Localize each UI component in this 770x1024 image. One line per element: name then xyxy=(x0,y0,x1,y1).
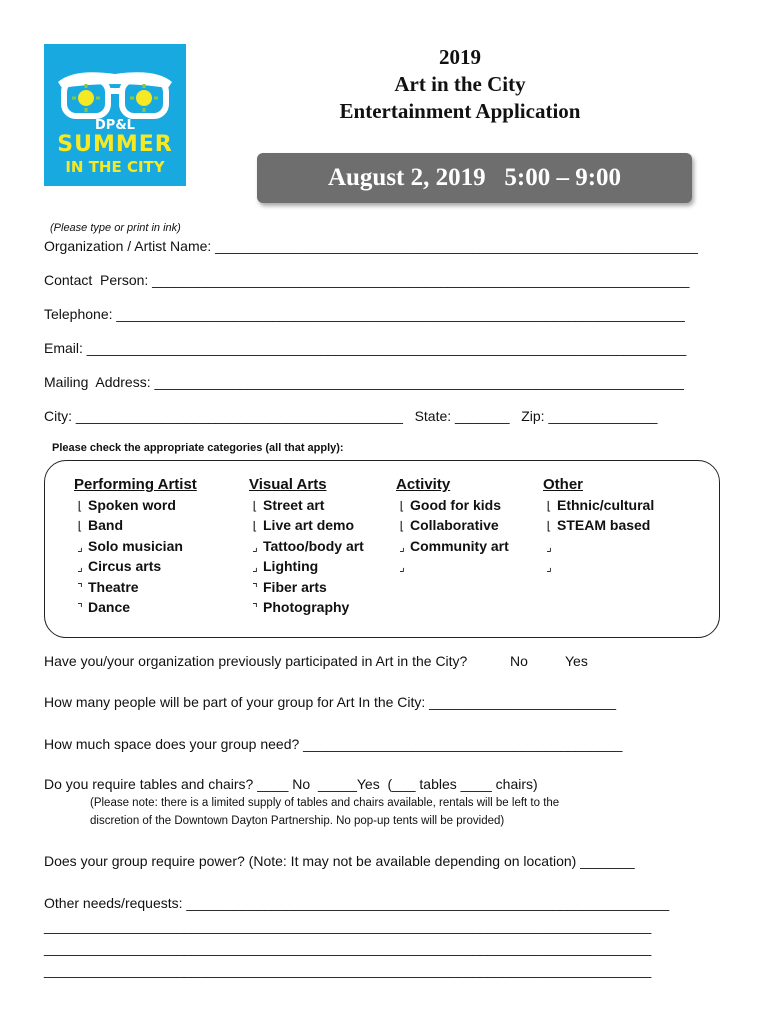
checkbox-icon: ⌊ xyxy=(546,519,552,533)
dpl-summer-logo xyxy=(44,44,186,186)
checkbox-icon: ⌝ xyxy=(77,601,83,615)
checkbox-icon: ⌊ xyxy=(399,519,405,533)
checkbox-icon: ⌝ xyxy=(77,581,83,595)
checkbox-icon: ⌟ xyxy=(546,560,552,574)
checkbox-icon: ⌊ xyxy=(546,499,552,513)
checkbox-icon: ⌊ xyxy=(252,519,258,533)
question-power[interactable]: Does your group require power? (Note: It may not be available depending on location) _______ xyxy=(44,853,635,869)
checkbox-community-art[interactable]: ⌟ Community art xyxy=(396,538,509,554)
blank-line-3[interactable]: ______________________________________________________________________________ xyxy=(44,962,652,978)
checkbox-good-for-kids[interactable]: ⌊ Good for kids xyxy=(396,497,501,513)
question-other-needs[interactable]: Other needs/requests: ______________________________________________________________ xyxy=(44,895,670,911)
checkbox-steam-based[interactable]: ⌊ STEAM based xyxy=(543,517,650,533)
checkbox-lighting[interactable]: ⌟ Lighting xyxy=(249,558,318,574)
checkbox-activity-blank[interactable] xyxy=(396,558,410,574)
blank-line-1[interactable]: ______________________________________________________________________________ xyxy=(44,918,652,934)
answer-yes[interactable]: Yes xyxy=(565,653,588,669)
checkbox-icon: ⌟ xyxy=(252,540,258,554)
telephone-field[interactable]: Telephone: _________________________________________________________________________ xyxy=(44,306,685,322)
year: 2019 xyxy=(439,45,481,69)
checkbox-icon: ⌊ xyxy=(399,499,405,513)
category-head-other: Other xyxy=(543,476,584,493)
checkbox-theatre[interactable]: ⌝ Theatre xyxy=(74,579,139,595)
checkbox-solo-musician[interactable]: ⌟ Solo musician xyxy=(74,538,183,554)
question-group-size[interactable]: How many people will be part of your group for Art In the City: ________________________ xyxy=(44,694,617,710)
page-title: Art in the City xyxy=(394,72,526,96)
logo-in-the-city: IN THE CITY xyxy=(65,158,165,176)
checkbox-circus-arts[interactable]: ⌟ Circus arts xyxy=(74,558,161,574)
checkbox-band[interactable]: ⌊ Band xyxy=(74,517,123,533)
checkbox-tattoo-body-art[interactable]: ⌟ Tattoo/body art xyxy=(249,538,364,554)
checkbox-icon: ⌝ xyxy=(252,581,258,595)
checkbox-street-art[interactable]: ⌊ Street art xyxy=(249,497,324,513)
checkbox-icon: ⌟ xyxy=(252,560,258,574)
checkbox-icon: ⌊ xyxy=(77,519,83,533)
checkbox-icon: ⌟ xyxy=(399,560,405,574)
checkbox-other-blank-2[interactable] xyxy=(543,558,557,574)
checkbox-ethnic-cultural[interactable]: ⌊ Ethnic/cultural xyxy=(543,497,654,513)
checkbox-other-blank-1[interactable] xyxy=(543,538,557,554)
logo-summer: SUMMER xyxy=(57,132,173,157)
checkbox-icon: ⌟ xyxy=(399,540,405,554)
checkbox-icon: ⌊ xyxy=(77,499,83,513)
checkbox-photography[interactable]: ⌝ Photography xyxy=(249,599,349,615)
contact-person-field[interactable]: Contact Person: _____________________________________________________________________ xyxy=(44,272,690,288)
page-subtitle: Entertainment Application xyxy=(339,99,581,123)
check-instruction: Please check the appropriate categories (all that apply): xyxy=(52,442,344,454)
checkbox-live-art-demo[interactable]: ⌊ Live art demo xyxy=(249,517,354,533)
email-field[interactable]: Email: _____________________________________________________________________________ xyxy=(44,340,687,356)
category-head-performing: Performing Artist xyxy=(74,476,197,493)
answer-no[interactable]: No xyxy=(510,653,528,669)
checkbox-spoken-word[interactable]: ⌊ Spoken word xyxy=(74,497,176,513)
category-head-activity: Activity xyxy=(396,476,451,493)
blank-line-2[interactable]: ______________________________________________________________________________ xyxy=(44,940,652,956)
mailing-address-field[interactable]: Mailing Address: ____________________________________________________________________ xyxy=(44,374,684,390)
question-tables-chairs[interactable]: Do you require tables and chairs? ____ No _____Yes (___ tables ____ chairs) xyxy=(44,776,538,792)
checkbox-collaborative[interactable]: ⌊ Collaborative xyxy=(396,517,499,533)
checkbox-dance[interactable]: ⌝ Dance xyxy=(74,599,130,615)
checkbox-icon: ⌊ xyxy=(252,499,258,513)
date-banner: August 2, 2019 5:00 – 9:00 xyxy=(257,153,692,203)
category-head-visual: Visual Arts xyxy=(249,476,327,493)
print-note: (Please type or print in ink) xyxy=(50,222,181,234)
checkbox-icon: ⌟ xyxy=(546,540,552,554)
checkbox-icon: ⌟ xyxy=(77,540,83,554)
checkbox-fiber-arts[interactable]: ⌝ Fiber arts xyxy=(249,579,327,595)
tables-note-line-2: discretion of the Downtown Dayton Partnership. No pop-up tents will be provided) xyxy=(90,815,505,827)
question-previous-participation: Have you/your organization previously participated in Art in the City? xyxy=(44,653,468,669)
checkbox-icon: ⌟ xyxy=(77,560,83,574)
logo-brand: DP&L xyxy=(95,118,135,133)
question-space-needed[interactable]: How much space does your group need? _________________________________________ xyxy=(44,736,623,752)
organization-name-field[interactable]: Organization / Artist Name: ______________________________________________________________ xyxy=(44,238,698,254)
checkbox-icon: ⌝ xyxy=(252,601,258,615)
tables-note-line-1: (Please note: there is a limited supply of tables and chairs available, rentals will be left to the xyxy=(90,797,560,809)
city-state-zip-field[interactable]: City: __________________________________________ State: _______ Zip: ______________ xyxy=(44,408,658,424)
